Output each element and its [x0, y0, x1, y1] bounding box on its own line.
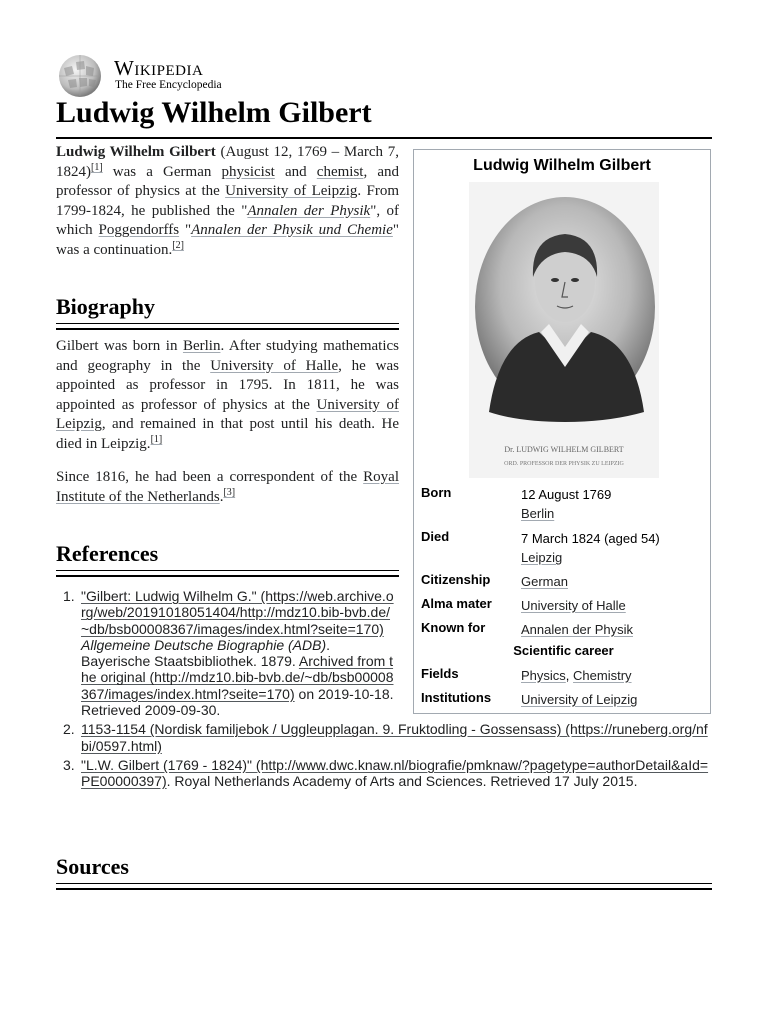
intro-text: " was a continuation.: [56, 222, 399, 258]
link-german[interactable]: German: [521, 574, 568, 589]
references-divider: [56, 570, 399, 571]
citation-3[interactable]: [3]: [223, 486, 236, 498]
reference-tail: . Royal Netherlands Academy of Arts and Sciences. Retrieved 17 July 2015.: [166, 773, 638, 790]
reference-tail: on 2019-10-18. Retrieved 2009-09-30.: [81, 685, 394, 719]
biography-divider: [56, 323, 399, 324]
intro-paragraph: [56, 143, 399, 260]
reference-link[interactable]: 1153-1154 (Nordisk familjebok / Uggleupplagan. 9. Fruktodling - Gossensass) (https://runeberg.org/nfbi/0597.html): [81, 721, 708, 754]
intro-text: and: [274, 163, 317, 180]
link-university-of-leipzig[interactable]: University of Leipzig: [225, 183, 358, 199]
bio-text: Gilbert was born in: [56, 338, 183, 354]
link-university-of-halle[interactable]: University of Halle: [210, 357, 339, 374]
died-value: [521, 529, 660, 567]
reference-number: 1.: [63, 588, 75, 604]
biography-paragraph-2: [56, 468, 399, 507]
scientific-career-header: Scientific career: [513, 643, 614, 658]
link-university-of-halle[interactable]: University of Halle: [521, 598, 626, 613]
reference-link[interactable]: "Gilbert: Ludwig Wilhelm G." (https://web.archive.org/web/20191018051404/http://mdz10.bib-bvb.de/~db/bsb00008367/images/index.html?seite=170): [81, 588, 394, 637]
reference-item: [63, 756, 712, 790]
link-university-of-leipzig[interactable]: University of Leipzig: [521, 692, 638, 707]
link-annalen-der-physik-und-chemie[interactable]: Annalen der Physik und Chemie: [191, 222, 393, 238]
references-divider: [56, 575, 399, 577]
reference-work: Allgemeine Deutsche Biographie (ADB): [81, 636, 327, 653]
born-value: [521, 485, 611, 523]
intro-text: , and professor of physics at the: [56, 163, 399, 199]
citizenship-label: Citizenship: [421, 572, 491, 587]
infobox-title: Ludwig Wilhelm Gilbert: [473, 157, 651, 174]
link-annalen-der-physik[interactable]: Annalen der Physik: [521, 622, 634, 637]
reference-item: [63, 721, 712, 754]
intro-text: ", of which: [56, 202, 400, 238]
link-berlin[interactable]: Berlin: [521, 506, 555, 521]
portrait-caption-2: ORD. PROFESSOR DER PHYSIK ZU LEIPZIG: [504, 461, 624, 467]
intro-text: (August 12, 1769 – March 7, 1824): [56, 144, 399, 180]
reference-number: 3.: [63, 756, 75, 773]
citation-1[interactable]: [1]: [91, 161, 103, 173]
fields-label: Fields: [421, 666, 459, 681]
reference-publisher: . Bayerische Staatsbibliothek. 1879.: [81, 636, 331, 670]
intro-text: ": [179, 222, 192, 238]
subject-name: Ludwig Wilhelm Gilbert: [56, 144, 216, 160]
wikipedia-globe-icon[interactable]: [56, 54, 104, 98]
born-label: Born: [421, 485, 452, 500]
alma-mater-label: Alma mater: [421, 596, 492, 611]
reference-item: [63, 588, 398, 719]
died-label: Died: [421, 529, 450, 544]
citation-2[interactable]: [2]: [172, 239, 184, 251]
field-separator: ,: [565, 668, 574, 683]
page-title: Ludwig Wilhelm Gilbert: [56, 96, 372, 129]
reference-number: 2.: [63, 721, 75, 738]
sources-divider: [56, 888, 712, 890]
link-leipzig[interactable]: Leipzig: [521, 550, 563, 565]
wikipedia-tagline: The Free Encyclopedia: [115, 79, 222, 91]
link-royal-institute[interactable]: Royal Institute of the Netherlands: [56, 469, 399, 505]
title-divider: [56, 137, 712, 139]
portrait-engraving[interactable]: [469, 182, 659, 478]
bio-text: , he was appointed as professor in 1795. In 1811, he was appointed as professor of physics at the: [56, 357, 399, 413]
link-physics[interactable]: Physics: [521, 668, 566, 683]
link-annalen-der-physik[interactable]: Annalen der Physik: [247, 202, 371, 219]
link-berlin[interactable]: Berlin: [182, 338, 221, 354]
link-physicist[interactable]: physicist: [221, 163, 275, 180]
sources-divider: [56, 883, 712, 884]
bio-text: .: [219, 488, 224, 505]
archive-link[interactable]: Archived from the original (http://mdz10.bib-bvb.de/~db/bsb00008367/images/index.html?seite=170): [81, 653, 394, 702]
references-heading: References: [56, 541, 159, 566]
born-date: 12 August 1769: [521, 487, 612, 502]
reference-link[interactable]: "L.W. Gilbert (1769 - 1824)" (http://www.dwc.knaw.nl/biografie/pmknaw/?pagetype=authorDetail&aId=PE00000397): [81, 756, 709, 790]
wikipedia-wordmark[interactable]: Wikipedia: [114, 56, 204, 80]
intro-text: was a German: [102, 163, 222, 180]
link-chemistry[interactable]: Chemistry: [573, 668, 632, 683]
biography-divider: [56, 328, 399, 330]
link-chemist[interactable]: chemist: [316, 163, 364, 180]
institutions-label: Institutions: [421, 690, 492, 705]
bio-text: , and remained in that post until his death. He died in Leipzig.: [56, 416, 399, 452]
biography-heading: Biography: [56, 294, 156, 319]
intro-text: . From 1799-1824, he published the ": [56, 183, 399, 219]
sources-heading: Sources: [56, 854, 129, 879]
known-for-label: Known for: [421, 620, 486, 635]
link-university-of-leipzig[interactable]: University of Leipzig: [56, 396, 399, 432]
died-date: 7 March 1824 (aged 54): [521, 531, 660, 546]
link-poggendorff[interactable]: Poggendorffs: [98, 222, 180, 238]
biography-paragraph-1: [56, 337, 399, 454]
bio-text: . After studying mathematics and geography in the: [56, 338, 399, 374]
portrait-caption-1: Dr. LUDWIG WILHELM GILBERT: [504, 445, 624, 454]
infobox: [413, 149, 711, 714]
bio-text: Since 1816, he had been a correspondent of the: [56, 469, 364, 485]
citation-1[interactable]: [1]: [150, 433, 163, 445]
